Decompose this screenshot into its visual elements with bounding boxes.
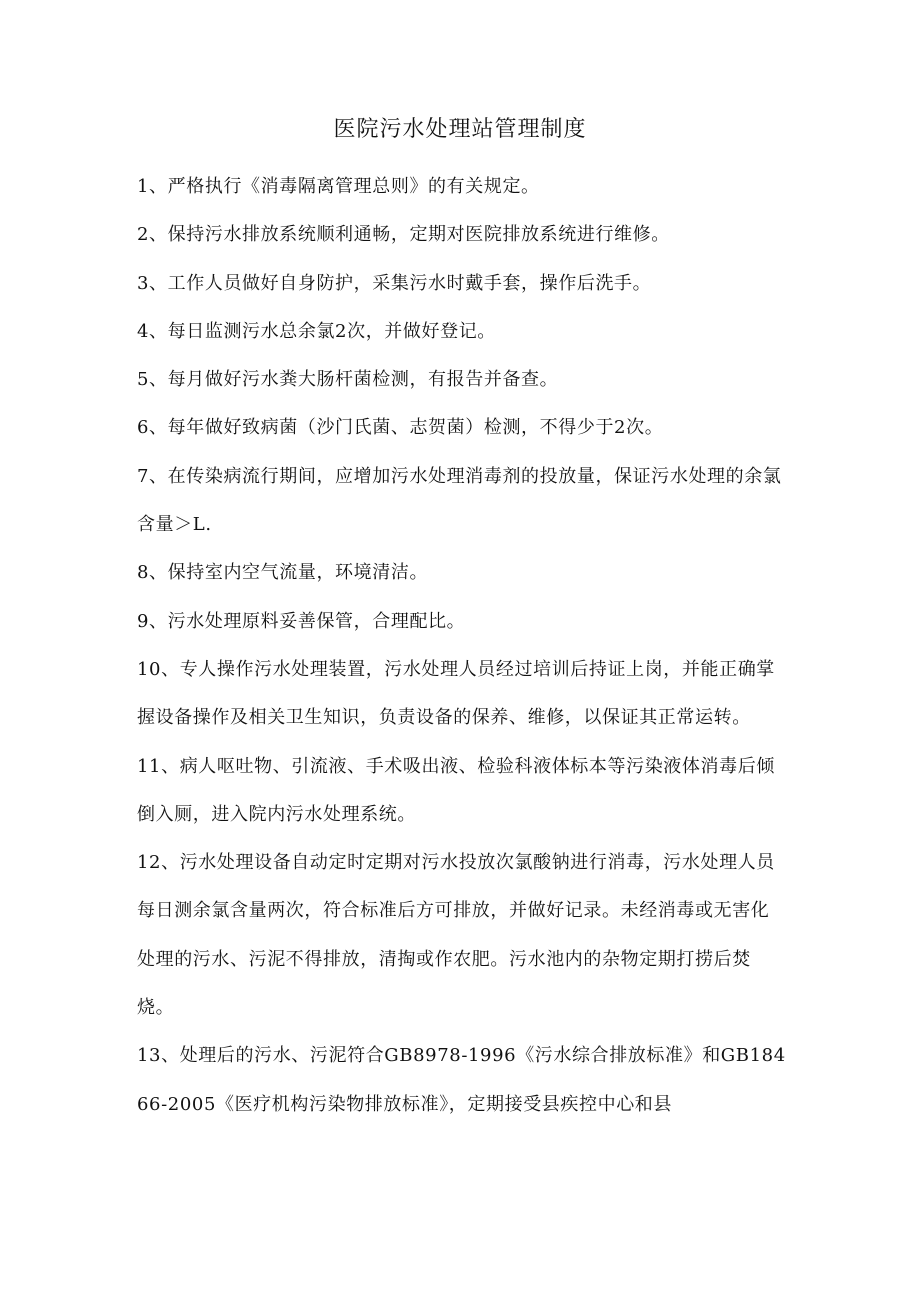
rule-paragraph-4: 4、每日监测污水总余氯2次，并做好登记。 bbox=[137, 320, 496, 342]
rule-paragraph-10: 10、专人操作污水处理装置，污水处理人员经过培训后持证上岗，并能正确掌握设备操作及相关卫生知识，负责设备的保养、维修，以保证其正常运转。 bbox=[137, 658, 775, 729]
rule-paragraph-6: 6、每年做好致病菌（沙门氏菌、志贺菌）检测，不得少于2次。 bbox=[137, 417, 664, 439]
rule-paragraph-3: 3、工作人员做好自身防护，采集污水时戴手套，操作后洗手。 bbox=[137, 272, 652, 294]
rule-paragraph-7: 7、在传染病流行期间，应增加污水处理消毒剂的投放量，保证污水处理的余氯含量＞L. bbox=[137, 465, 782, 536]
rule-paragraph-11: 11、病人呕吐物、引流液、手术吸出液、检验科液体标本等污染液体消毒后倾倒入厕，进入院内污水处理系统。 bbox=[137, 755, 775, 825]
rule-paragraph-9: 9、污水处理原料妥善保管，合理配比。 bbox=[137, 610, 466, 632]
document-title: 医院污水处理站管理制度 bbox=[333, 117, 587, 142]
document-body bbox=[137, 163, 787, 1129]
rule-paragraph-8: 8、保持室内空气流量，环境清洁。 bbox=[137, 562, 429, 584]
rule-paragraph-12: 12、污水处理设备自动定时定期对污水投放次氯酸钠进行消毒，污水处理人员每日测余氯含量两次，符合标准后方可排放，并做好记录。未经消毒或无害化处理的污水、污泥不得排放，清掏或作农肥。污水池内的杂物定期打捞后焚烧。 bbox=[137, 852, 775, 1019]
rule-paragraph-13: 13、处理后的污水、污泥符合GB8978-1996《污水综合排放标准》和GB18466-2005《医疗机构污染物排放标准》，定期接受县疾控中心和县 bbox=[137, 1045, 786, 1115]
rule-paragraph-5: 5、每月做好污水粪大肠杆菌检测，有报告并备查。 bbox=[137, 369, 559, 391]
rule-paragraph-2: 2、保持污水排放系统顺利通畅，定期对医院排放系统进行维修。 bbox=[137, 224, 670, 246]
rule-paragraph-1: 1、严格执行《消毒隔离管理总则》的有关规定。 bbox=[137, 176, 540, 197]
